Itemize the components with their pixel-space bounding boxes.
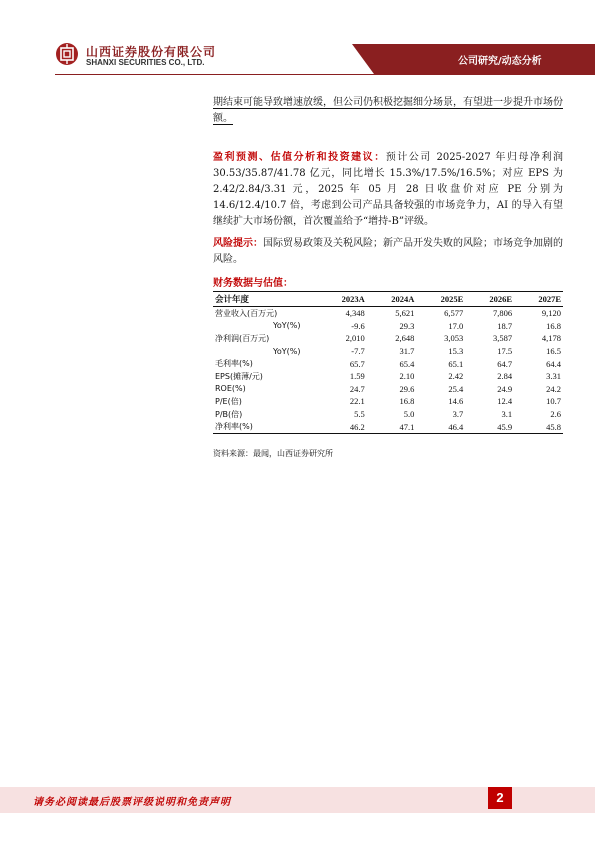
company-name-cn: 山西证券股份有限公司 (86, 45, 217, 59)
table-cell: 16.8 (546, 320, 561, 331)
table-cell: 25.4 (448, 383, 464, 394)
table-cell: 2,010 (345, 333, 365, 344)
row-label: EPS(摊薄/元) (215, 371, 263, 381)
table-cell: 24.9 (497, 383, 513, 394)
table-row (213, 345, 563, 358)
table-cell: 6,577 (444, 308, 464, 319)
company-logo-icon (55, 42, 79, 66)
row-label: YoY(%) (273, 346, 301, 356)
table-cell: 17.0 (448, 320, 464, 331)
table-cell: 14.6 (448, 396, 464, 407)
table-cell: 5,621 (395, 308, 415, 319)
table-cell: 18.7 (497, 320, 513, 331)
table-cell: 5.0 (403, 409, 415, 420)
table-cell: 4,178 (541, 333, 561, 344)
table-row (213, 307, 563, 320)
page-header (0, 0, 595, 80)
forecast-paragraph (213, 150, 563, 230)
table-cell: 45.8 (514, 420, 563, 433)
table-cell: 24.2 (546, 383, 561, 394)
col-header: 2023A (317, 292, 367, 307)
forecast-body: 预计公司 2025-2027 年归母净利润 30.53/35.87/41.78 亿元，同比增长 15.3%/17.5%/16.5%；对应 EPS 为 2.42/2.84/3.31 元，2025 年 05 月 28 日收盘价对应 PE 分别为 14.6/12.4/10.7 倍，考虑到公司产品具备较强的市场竞争力，AI 的导入有望继续扩大市场份额，首次覆盖给予“增持-B”评级。 (213, 152, 564, 227)
table-cell: 7,806 (492, 308, 513, 319)
intro-paragraph (213, 95, 563, 127)
table-row (213, 383, 563, 396)
table-cell: 3.7 (452, 409, 464, 420)
table-row (213, 332, 563, 345)
table-row (213, 408, 563, 421)
table-row (213, 370, 563, 383)
footer-disclaimer: 请务必阅读最后股票评级说明和免责声明 (33, 797, 231, 808)
table-row (213, 320, 563, 333)
table-cell: 46.2 (317, 420, 367, 433)
table-cell: 10.7 (546, 396, 561, 407)
table-cell: 45.9 (465, 420, 514, 433)
risk-body: 国际贸易政策及关税风险；新产品开发失败的风险；市场竞争加剧的风险。 (213, 238, 563, 265)
table-cell: 29.3 (399, 320, 415, 331)
row-label: ROE(%) (215, 384, 246, 394)
row-label: P/B(倍) (215, 409, 243, 419)
table-cell: 2.84 (497, 371, 513, 382)
financials-table (213, 291, 563, 434)
table-row (213, 420, 563, 433)
table-header-row (213, 292, 563, 307)
table-cell: 16.5 (546, 346, 561, 357)
col-header: 2024A (367, 292, 417, 307)
col-header: 会计年度 (213, 292, 317, 307)
table-cell: 9,120 (541, 308, 561, 319)
row-label: YoY(%) (273, 321, 301, 331)
table-cell: 2.42 (448, 371, 464, 382)
table-cell: 65.7 (349, 358, 365, 369)
col-header: 2025E (416, 292, 465, 307)
table-cell: 3,053 (444, 333, 464, 344)
table-cell: 29.6 (399, 383, 415, 394)
intro-text: 期结束可能导致增速放缓，但公司仍积极挖掘细分场景，有望进一步提升市场份额。 (213, 97, 563, 124)
table-cell: -9.6 (351, 320, 365, 331)
table-cell: 65.4 (399, 358, 415, 369)
table-cell: 2.6 (550, 409, 561, 420)
table-cell: 47.1 (367, 420, 417, 433)
table-cell: 65.1 (448, 358, 464, 369)
table-cell: 5.5 (354, 409, 365, 420)
table-cell: 4,348 (345, 308, 365, 319)
risk-paragraph (213, 236, 563, 268)
risk-heading: 风险提示： (213, 238, 263, 249)
financials-title: 财务数据与估值： (213, 278, 293, 289)
col-header: 2026E (465, 292, 514, 307)
table-cell: 3.31 (546, 371, 561, 382)
page-number: 2 (488, 787, 512, 809)
row-label: 净利率(%) (213, 420, 317, 433)
col-header: 2027E (514, 292, 563, 307)
table-cell: 2,648 (395, 333, 415, 344)
table-cell: 12.4 (497, 396, 513, 407)
header-divider (55, 74, 595, 75)
table-cell: 15.3 (448, 346, 464, 357)
table-row (213, 357, 563, 370)
table-cell: 24.7 (349, 383, 365, 394)
report-type-tag: 公司研究/动态分析 (458, 56, 542, 67)
table-cell: 2.10 (399, 371, 415, 382)
table-cell: 3.1 (501, 409, 513, 420)
table-cell: 22.1 (349, 396, 365, 407)
table-row (213, 395, 563, 408)
table-cell: 31.7 (399, 346, 415, 357)
row-label: 净利润(百万元) (215, 333, 270, 343)
table-source: 资料来源：最闻，山西证券研究所 (213, 449, 333, 458)
table-cell: 16.8 (399, 396, 415, 407)
row-label: 营业收入(百万元) (215, 308, 278, 318)
table-cell: -7.7 (351, 346, 365, 357)
table-cell: 3,587 (492, 333, 513, 344)
row-label: 毛利率(%) (215, 359, 253, 369)
row-label: P/E(倍) (215, 396, 242, 406)
company-name-en: SHANXI SECURITIES CO., LTD. (86, 58, 205, 67)
table-cell: 46.4 (416, 420, 465, 433)
table-cell: 1.59 (349, 371, 365, 382)
table-cell: 17.5 (497, 346, 513, 357)
forecast-heading: 盈利预测、估值分析和投资建议： (213, 152, 386, 163)
table-cell: 64.7 (497, 358, 513, 369)
table-cell: 64.4 (546, 358, 561, 369)
